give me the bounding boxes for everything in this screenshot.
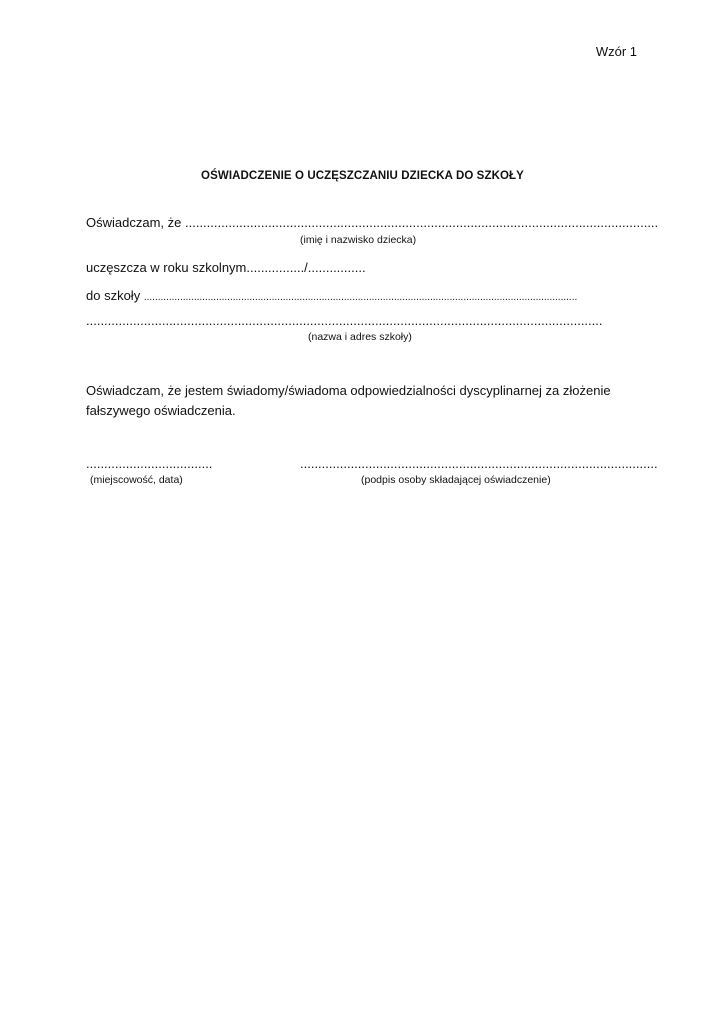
place-date-caption: (miejscowość, data) — [90, 474, 183, 486]
child-name-line — [86, 215, 658, 230]
declaration-text: Oświadczam, że jestem świadomy/świadoma odpowiedzialności dyscyplinarnej za złożenie fałszywego oświadczenia. — [86, 383, 611, 418]
school-year-line — [86, 260, 366, 275]
child-name-field[interactable]: ................................................................................................................................... — [185, 215, 659, 230]
signature-field[interactable]: ................................................................................................... — [300, 456, 658, 471]
signature-caption: (podpis osoby składającej oświadczenie) — [361, 474, 551, 486]
school-address-caption: (nazwa i adres szkoły) — [308, 331, 412, 343]
school-line — [86, 288, 577, 303]
child-name-caption: (imię i nazwisko dziecka) — [300, 234, 417, 246]
school-field[interactable]: ............................................................................................................................................................ — [143, 292, 578, 303]
school-year-label: uczęszcza w roku szkolnym — [86, 260, 247, 275]
template-reference: Wzór 1 — [595, 44, 637, 59]
school-address-field[interactable]: ............................................................................................................................................... — [86, 313, 603, 328]
place-date-field[interactable]: ................................... — [86, 456, 213, 471]
school-year-field[interactable]: ................/................ — [246, 260, 366, 275]
child-name-label: Oświadczam, że — [86, 215, 182, 230]
document-title: OŚWIADCZENIE O UCZĘSZCZANIU DZIECKA DO SZKOŁY — [201, 170, 524, 182]
school-label: do szkoły — [86, 288, 141, 303]
school-address-line — [86, 313, 603, 328]
